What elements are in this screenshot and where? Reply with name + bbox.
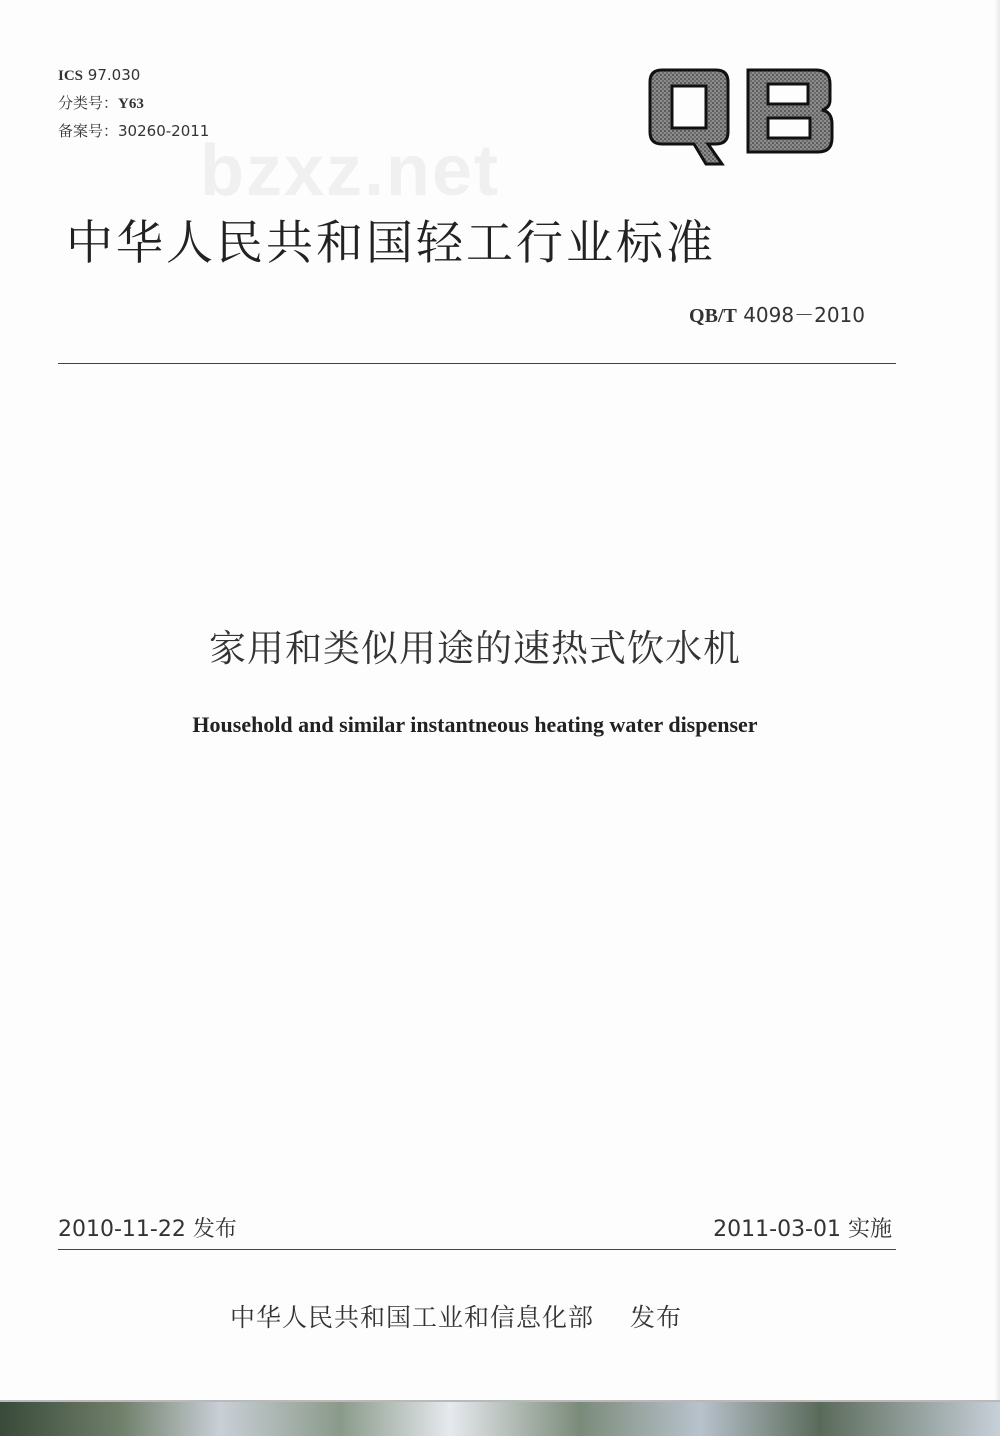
background-photo-strip <box>0 1402 1000 1436</box>
record-label: 备案号： <box>58 122 119 140</box>
standard-code: 4098－2010 <box>743 303 865 327</box>
bottom-divider <box>58 1249 896 1250</box>
record-line <box>58 118 209 145</box>
issuer-verb: 发布 <box>630 1303 683 1332</box>
ics-value: 97.030 <box>87 66 141 84</box>
record-value: 30260-2011 <box>118 122 210 140</box>
implementation-date: 2011-03-01 实施 <box>713 1217 892 1242</box>
issue-date: 2010-11-22 发布 <box>58 1217 237 1242</box>
standard-number <box>689 299 865 328</box>
top-divider <box>58 363 896 364</box>
issuing-authority <box>230 1298 682 1334</box>
scan-edge <box>994 0 1000 1400</box>
qb-logo <box>648 66 834 170</box>
classification-line <box>58 90 209 118</box>
classification-label: 分类号： <box>58 94 119 112</box>
document-title-chinese: 家用和类似用途的速热式饮水机 <box>209 627 741 670</box>
watermark: bzxz.net <box>200 131 501 211</box>
standard-prefix: QB/T <box>689 305 737 327</box>
standard-metadata <box>58 62 209 145</box>
issuer-name: 中华人民共和国工业和信息化部 <box>230 1303 595 1332</box>
classification-value: Y63 <box>118 96 144 112</box>
organization-title: 中华人民共和国轻工行业标准 <box>66 216 716 271</box>
document-title-english: Household and similar instantneous heating water dispenser <box>192 712 758 737</box>
ics-label: ICS <box>58 68 84 84</box>
ics-line <box>58 62 209 90</box>
